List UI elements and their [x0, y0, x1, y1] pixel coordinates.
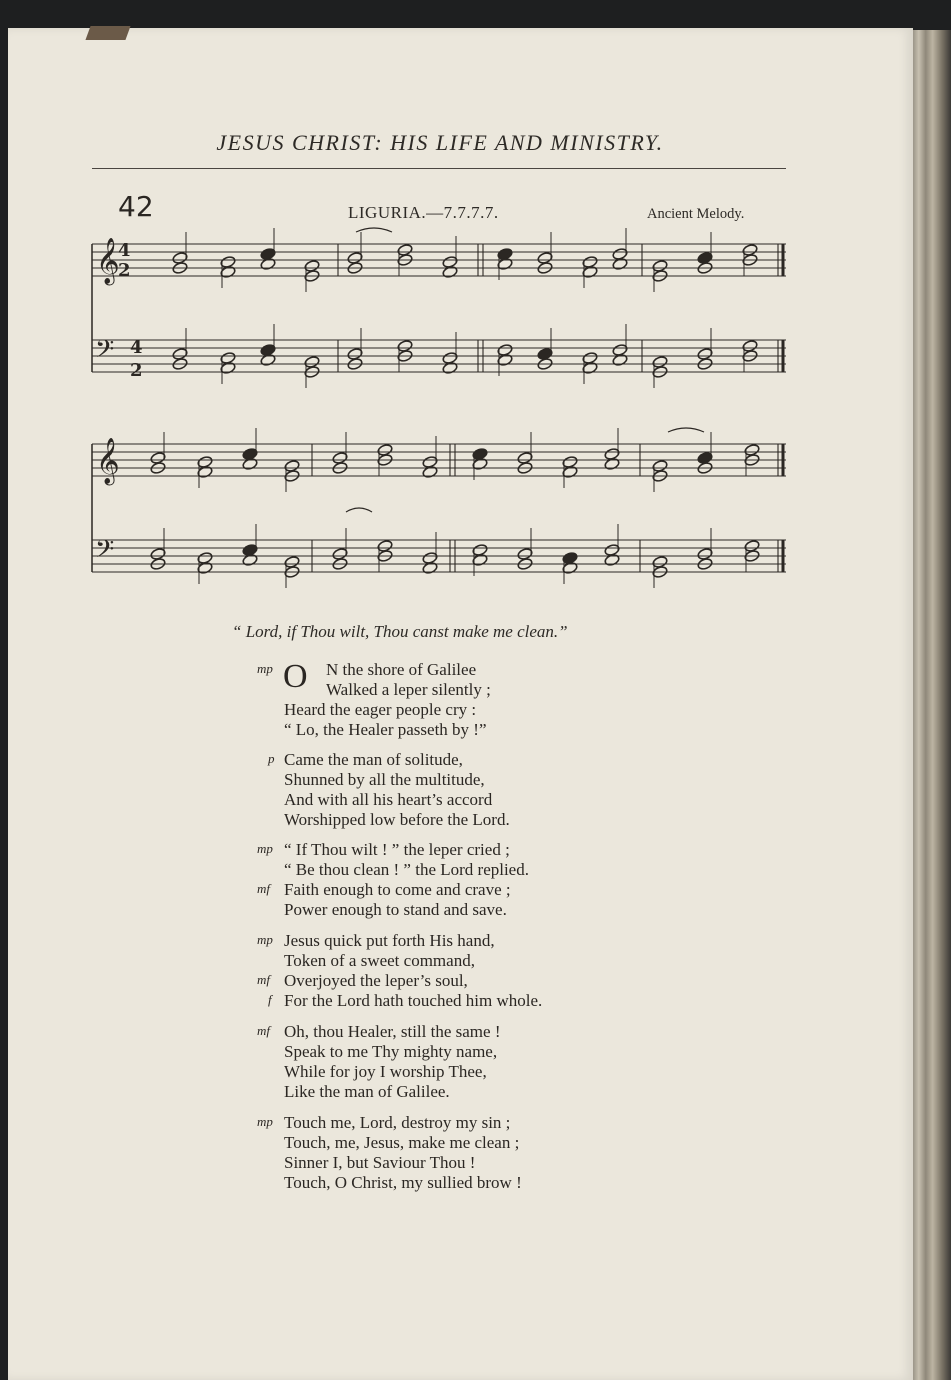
hymn-line: N the shore of Galilee: [326, 660, 477, 679]
hymn-line: And with all his heart’s accord: [284, 790, 493, 809]
treble-clef-icon: 𝄞: [96, 238, 120, 284]
hymn-line: Sinner I, but Saviour Thou !: [284, 1153, 476, 1172]
note-head: [242, 553, 258, 566]
hymn-line: Power enough to stand and save.: [284, 900, 507, 919]
music-score: [0, 0, 951, 620]
slur: [356, 228, 392, 232]
dynamic-marking: mp: [257, 841, 273, 856]
note-head: [422, 561, 438, 574]
hymn-line: Came the man of solitude,: [284, 750, 463, 769]
bass-clef-icon: 𝄢: [95, 535, 115, 570]
hymn-line: Like the man of Galilee.: [284, 1082, 450, 1101]
hymn-number: 42: [118, 190, 154, 223]
dynamic-marking: mp: [257, 1114, 273, 1129]
note-head: [260, 353, 276, 366]
note-head: [442, 361, 458, 374]
epigraph: “ Lord, if Thou wilt, Thou canst make me clean.”: [232, 622, 568, 641]
time-signature-bass-bottom: 2: [130, 360, 143, 381]
composer-credit: Ancient Melody.: [647, 206, 745, 222]
time-signature-treble-bottom: 2: [118, 260, 131, 281]
note-head: [604, 457, 620, 470]
hymn-line: Overjoyed the leper’s soul,: [284, 971, 468, 990]
time-signature-treble-top: 4: [118, 240, 131, 261]
hymn-line: Faith enough to come and crave ;: [284, 880, 511, 899]
note-head: [242, 457, 258, 470]
time-signature-bass-top: 4: [130, 337, 143, 358]
note-head: [604, 553, 620, 566]
dynamic-marking: mf: [257, 972, 270, 987]
slur: [668, 428, 704, 432]
drop-cap: O: [283, 658, 308, 695]
dynamic-marking: p: [268, 751, 275, 766]
hymn-line: Jesus quick put forth His hand,: [284, 931, 495, 950]
hymn-line: Touch me, Lord, destroy my sin ;: [284, 1113, 511, 1132]
hymn-line: Touch, O Christ, my sullied brow !: [284, 1173, 522, 1192]
hymn-line: While for joy I worship Thee,: [284, 1062, 487, 1081]
hymn-line: “ If Thou wilt ! ” the leper cried ;: [284, 840, 510, 859]
hymn-line: Walked a leper silently ;: [326, 680, 491, 699]
hymn-line: Heard the eager people cry :: [284, 700, 477, 719]
hymn-line: “ Be thou clean ! ” the Lord replied.: [284, 860, 529, 879]
dynamic-marking: mp: [257, 932, 273, 947]
dynamic-marking: mf: [257, 1023, 270, 1038]
note-head: [422, 465, 438, 478]
note-head: [612, 353, 628, 366]
note-head: [612, 257, 628, 270]
hymn-line: For the Lord hath touched him whole.: [284, 991, 543, 1010]
hymn-line: Touch, me, Jesus, make me clean ;: [284, 1133, 520, 1152]
dynamic-marking: mp: [257, 661, 273, 676]
hymn-line: Worshipped low before the Lord.: [284, 810, 510, 829]
hymn-line: Shunned by all the multitude,: [284, 770, 485, 789]
dynamic-marking: mf: [257, 881, 270, 896]
hymn-line: “ Lo, the Healer passeth by !”: [284, 720, 487, 739]
note-head: [442, 265, 458, 278]
bass-clef-icon: 𝄢: [95, 335, 115, 370]
hymn-line: Token of a sweet command,: [284, 951, 475, 970]
dynamic-marking: f: [268, 992, 272, 1007]
treble-clef-icon: 𝄞: [96, 438, 120, 484]
hymn-line: Oh, thou Healer, still the same !: [284, 1022, 501, 1041]
slur: [346, 508, 372, 512]
hymn-line: Speak to me Thy mighty name,: [284, 1042, 498, 1061]
running-head: JESUS CHRIST: HIS LIFE AND MINISTRY.: [216, 130, 664, 155]
tune-name: LIGURIA.—7.7.7.7.: [348, 203, 499, 222]
note-head: [260, 257, 276, 270]
